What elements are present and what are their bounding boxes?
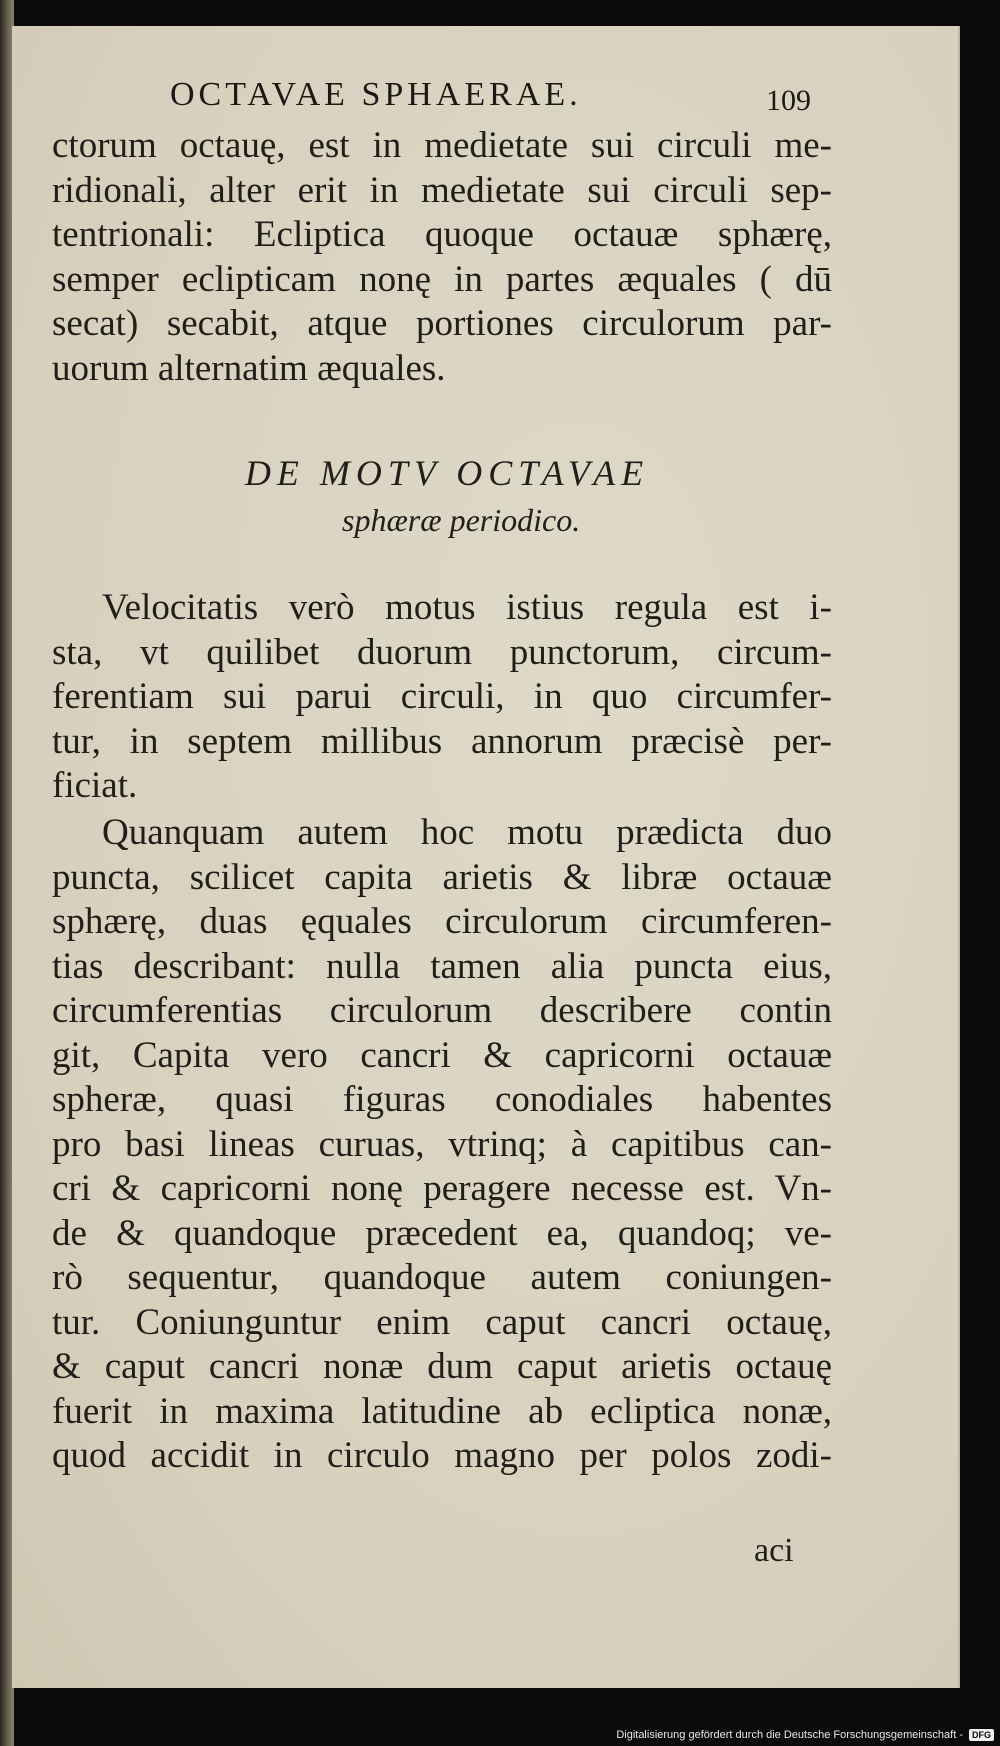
text-line: tur, in septem millibus annorum præcisè per- <box>52 720 832 762</box>
text-line: tias describant: nulla tamen alia puncta eius, <box>52 945 832 987</box>
page-number: 109 <box>766 84 811 117</box>
text-line: de & quandoque præcedent ea, quandoq; ve- <box>52 1212 832 1254</box>
text-line: uorum alternatim æquales. <box>52 347 446 389</box>
text-line: sta, vt quilibet duorum punctorum, circum- <box>52 631 832 673</box>
paragraph-2 <box>52 586 832 809</box>
text-line: cri & capricorni nonę peragere necesse est. Vn- <box>52 1168 832 1209</box>
text-line: pro basi lineas curuas, vtrinq; à capitibus can- <box>52 1123 832 1165</box>
text-line: semper eclipticam nonę in partes æquales ( dū <box>52 258 832 300</box>
text-line: circumferentias circulorum describere contin <box>52 990 832 1031</box>
text-line: & caput cancri nonæ dum caput arietis octauę <box>52 1346 832 1387</box>
text-line: rò sequentur, quandoque autem coniungen- <box>52 1257 832 1298</box>
text-line: git, Capita vero cancri & capricorni octauæ <box>52 1034 832 1076</box>
text-line: tentrionali: Ecliptica quoque octauæ sphærę, <box>52 214 832 255</box>
text-line: ctorum octauę, est in medietate sui circuli me- <box>52 125 832 166</box>
text-line: quod accidit in circulo magno per polos zodi- <box>52 1435 832 1476</box>
text-line: spheræ, quasi figuras conodiales habentes <box>52 1079 832 1120</box>
book-page <box>12 26 960 1688</box>
text-line: ficiat. <box>52 765 138 806</box>
text-line: ridionali, alter erit in medietate sui circuli sep- <box>52 169 832 211</box>
credit-text: Digitalisierung gefördert durch die Deutsche Forschungsgemeinschaft - <box>616 1729 963 1741</box>
section-subheading: sphæræ periodico. <box>342 502 581 538</box>
catchword: aci <box>754 1532 794 1569</box>
section-heading: DE MOTV OCTAVAE <box>244 453 650 493</box>
text-line: fuerit in maxima latitudine ab ecliptica nonæ, <box>52 1390 832 1432</box>
text-line: tur. Coniunguntur enim caput cancri octauę, <box>52 1301 832 1343</box>
text-line: Velocitatis verò motus istius regula est i- <box>102 587 832 628</box>
paragraph-1 <box>52 124 832 391</box>
dfg-logo: DFG <box>969 1729 994 1741</box>
digitization-credit <box>616 1726 994 1744</box>
text-line: Quanquam autem hoc motu prædicta duo <box>102 812 832 853</box>
text-line: sphærę, duas ęquales circulorum circumferen- <box>52 901 832 942</box>
paragraph-3 <box>52 811 832 1479</box>
text-line: secat) secabit, atque portiones circulorum par- <box>52 303 832 344</box>
text-line: ferentiam sui parui circuli, in quo circumfer- <box>52 676 832 717</box>
running-head: OCTAVAE SPHAERAE. <box>170 76 582 113</box>
text-line: puncta, scilicet capita arietis & libræ octauæ <box>52 856 832 898</box>
